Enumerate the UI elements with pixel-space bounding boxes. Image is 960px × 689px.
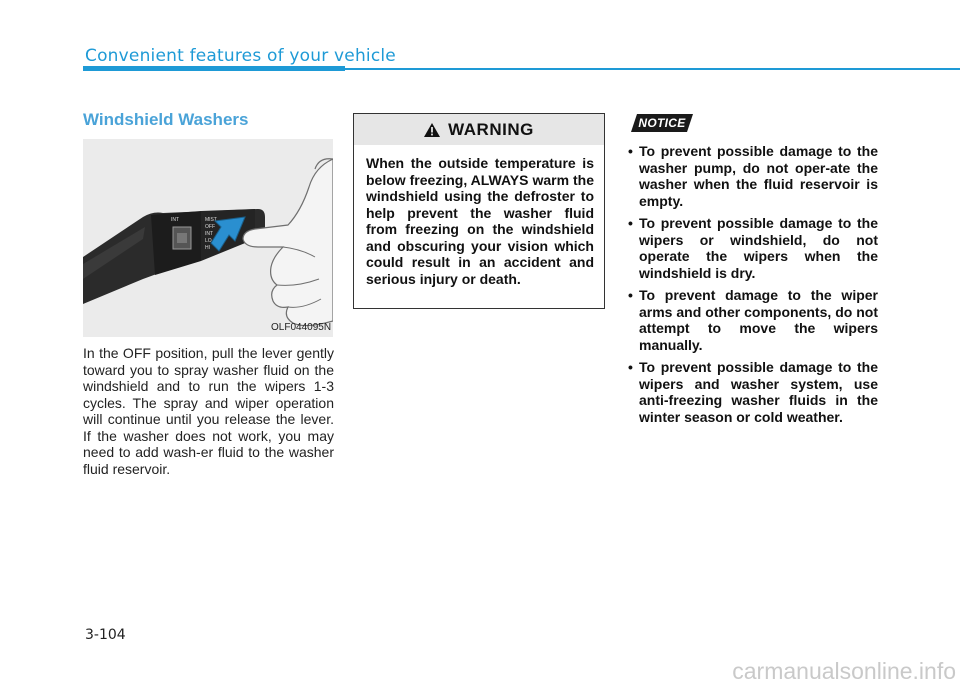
chapter-title: Convenient features of your vehicle	[85, 46, 396, 66]
switch-label: OFF	[205, 224, 215, 230]
switch-label: MIST	[205, 217, 217, 223]
notice-badge	[631, 114, 693, 132]
header-rule	[345, 68, 960, 70]
warning-header	[354, 114, 604, 145]
page-number: 3-104	[85, 627, 126, 643]
warning-triangle-icon	[424, 123, 440, 137]
list-item: • To prevent possible damage to the wipers or windshield, do not operate the wipers when the windshield is dry.	[628, 215, 878, 281]
warning-text: When the outside temperature is below freezing, ALWAYS warm the windshield using the defroster to help prevent the washer fluid from freezing on the windshield and obscuring your vision which could result in an accident and serious injury or death.	[366, 155, 594, 287]
wiper-lever-illustration	[83, 139, 333, 337]
header-accent-bar	[83, 66, 345, 71]
warning-box	[353, 113, 605, 309]
notice-list	[626, 143, 878, 431]
section-title: Windshield Washers	[83, 110, 249, 129]
figure-code: OLF044095N	[271, 322, 332, 333]
warning-label: WARNING	[448, 119, 534, 139]
list-item: • To prevent damage to the wiper arms and other components, do not attempt to move the wipers manually.	[628, 287, 878, 353]
notice-label: NOTICE	[638, 116, 686, 130]
list-item: • To prevent possible damage to the wipers and washer system, use anti-freezing washer fluids in the winter season or cold weather.	[628, 359, 878, 425]
switch-label: INT	[205, 231, 214, 237]
switch-label: LO	[205, 238, 212, 244]
switch-label: INT	[171, 217, 180, 223]
watermark: carmanualsonline.info	[732, 658, 956, 684]
body-paragraph: In the OFF position, pull the lever gently toward you to spray washer fluid on the windshield and to run the wipers 1-3 cycles. The spray and wiper operation will continue until you release the lever. If the washer does not work, you may need to add wash-er fluid to the washer fluid reservoir.	[83, 345, 334, 477]
switch-label: HI	[205, 245, 210, 251]
list-item: • To prevent possible damage to the washer pump, do not oper-ate the washer when the fluid reservoir is empty.	[628, 143, 878, 209]
